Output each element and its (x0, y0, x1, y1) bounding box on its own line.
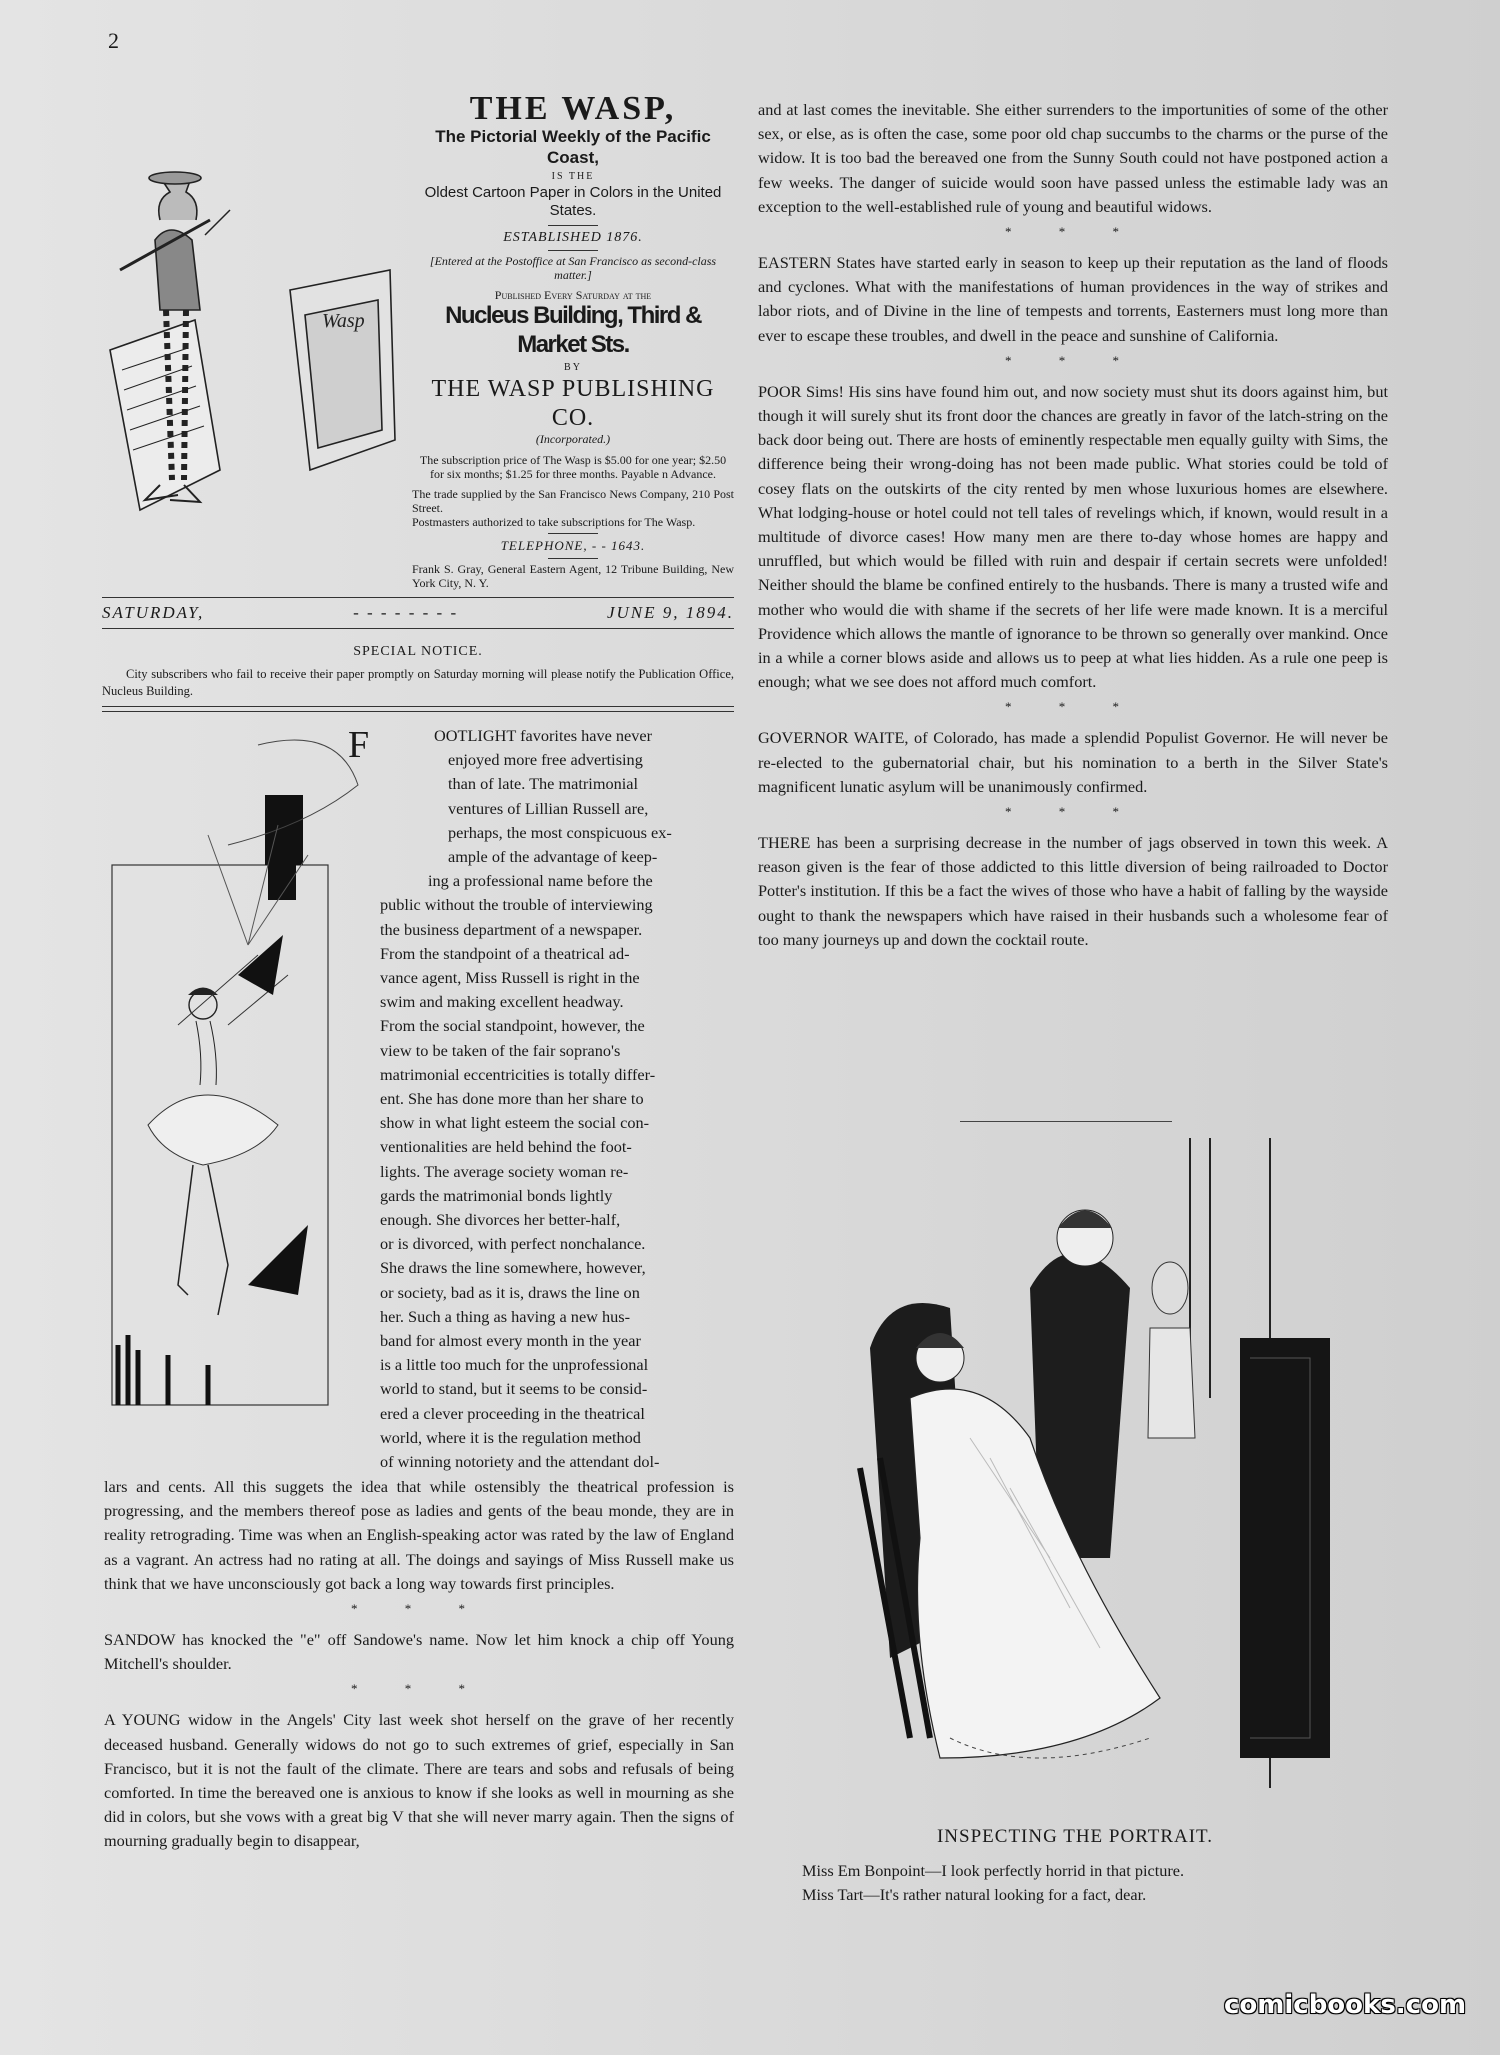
by-label: BY (564, 361, 582, 373)
footlight-end: lars and cents. All this suggets the idea that while ostensibly the theatrical profession is progressing, and the members thereof pose as ladies and gents of the beau monde, they are in reality retrograding. Time was when an English-speaking actor was rated by the law of England as a vagrant. An actress had no rating at all. The doings and sayings of Miss Russell make us think that we have unconsciously got back a long way towards first principles. (104, 1477, 734, 1593)
article-line: public without the trouble of interviewing (380, 895, 653, 915)
article-line: world, where it is the regulation method (380, 1427, 641, 1447)
cartoon-sign: Wasp (322, 310, 365, 332)
article-line: or is divorced, with perfect nonchalance. (380, 1234, 646, 1254)
sandow-paragraph: SANDOW has knocked the "e" off Sandowe's name. Now let him knock a chip off Young Mitchell's shoulder. (104, 1630, 734, 1674)
special-notice (102, 643, 734, 700)
section-stars: * * * (1005, 224, 1141, 240)
footlight-lines (380, 724, 734, 1474)
dancer-illustration (108, 725, 380, 1410)
article-line: From the social standpoint, however, the (380, 1016, 645, 1036)
caption-dialogue (802, 1859, 1402, 1907)
drop-cap: F (348, 724, 370, 766)
watermark: comicbooks.com (1224, 1990, 1467, 2020)
notice-heading: SPECIAL NOTICE. (353, 644, 483, 659)
left-column-lower (104, 1475, 734, 1854)
article-line: of winning notoriety and the attendant dol- (380, 1452, 660, 1472)
subscription-info: The subscription price of The Wasp is $5.00 for one year; $2.50 for six months; $1.25 for three months. Payable n Advance. (419, 453, 727, 482)
divider (960, 1121, 1172, 1122)
article-line: ventures of Lillian Russell are, (448, 798, 649, 818)
article-line: lights. The average society woman re- (380, 1161, 629, 1181)
waite-paragraph: GOVERNOR WAITE, of Colorado, has made a splendid Populist Governor. He will never be re-elected to the gubernatorial chair, but his nomination to a berth in the Silver State's magnificent lunatic asylum will be unanimously confirmed. (758, 728, 1388, 796)
telephone: TELEPHONE, - - 1643. (500, 538, 646, 554)
dateline-day: SATURDAY, (102, 603, 205, 622)
divider (102, 597, 734, 598)
dateline-date: JUNE 9, 1894. (606, 603, 734, 622)
widow-paragraph: A YOUNG widow in the Angels' City last week shot herself on the grave of her recently deceased husband. Generally widows do not go to such extremes of grief, especially in San Francisco, but it is not the fault of the climate. There are tears and sobs and refusals of being comforted. In time the bereaved one is anxious to know if she looks as well in mourning as she did in colors, but she vows with a great big V that she will never marry again. Then the signs of mourning gradually begin to disappear, (104, 1710, 734, 1851)
incorporated: (Incorporated.) (535, 431, 611, 446)
article-line: show in what light esteem the social con- (380, 1113, 650, 1133)
dateline (102, 603, 734, 623)
jags-paragraph: THERE has been a surprising decrease in the number of jags observed in town this week. A reason given is the fear of those addicted to this little diversion of being railroaded to Doctor Potter's institution. If this be a fact the wives of those who have a habit of falling by the wayside ought to thank the newspapers which have raised in their husbands such a wholesome fear of too many journeys up and down the cocktail route. (758, 833, 1388, 949)
paper-title: THE WASP, (469, 90, 677, 127)
illustration-caption: INSPECTING THE PORTRAIT. (936, 1826, 1214, 1847)
eastern-paragraph: EASTERN States have started early in season to keep up their reputation as the land of floods and cyclones. What with the manifestations of human providences in the way of strikes and labor riots, and of Divine in the line of tempests and torrents, Easterners must long more than ever to escape these troubles, and dwell in the peace and sunshine of California. (758, 253, 1388, 345)
article-line: the business department of a newspaper. (380, 919, 643, 939)
section-stars: * * * (351, 1601, 487, 1617)
article-line: her. Such a thing as having a new hus- (380, 1306, 631, 1326)
article-line: ing a professional name before the (428, 871, 653, 891)
portrait-illustration (830, 1138, 1340, 1788)
article-line: world to stand, but it seems to be consid- (380, 1379, 648, 1399)
dateline-dashes: - - - - - - - - (353, 603, 459, 622)
page-number: 2 (108, 28, 119, 53)
section-stars: * * * (351, 1681, 487, 1697)
postmasters-info: Postmasters authorized to take subscriptions for The Wasp. (412, 514, 696, 529)
established: ESTABLISHED 1876. (503, 230, 643, 245)
is-the: IS THE (551, 170, 595, 182)
divider (102, 628, 734, 629)
article-line: ample of the advantage of keep- (448, 847, 658, 867)
entered-notice: [Entered at the Postoffice at San Francisco as second-class matter.] (429, 254, 717, 282)
publisher: THE WASP PUBLISHING CO. (431, 375, 715, 431)
masthead-cartoon (100, 140, 398, 540)
article-line: ventionalities are held behind the foot- (380, 1137, 632, 1157)
article-line: ent. She has done more than her share to (380, 1089, 644, 1109)
section-stars: * * * (1005, 804, 1141, 820)
article-line: band for almost every month in the year (380, 1331, 641, 1351)
eastern-agent: Frank S. Gray, General Eastern Agent, 12 Tribune Building, New York City, N. Y. (412, 562, 734, 591)
paper-subtitle: The Pictorial Weekly of the Pacific Coast, (435, 127, 711, 168)
right-column (758, 98, 1388, 952)
article-line: matrimonial eccentricities is totally differ- (380, 1064, 656, 1084)
building-address: Nucleus Building, Third & Market Sts. (445, 302, 701, 359)
article-line: or society, bad as it is, draws the line on (380, 1282, 640, 1302)
notice-text: City subscribers who fail to receive their paper promptly on Saturday morning will please notify the Publication Office, Nucleus Building. (102, 666, 734, 698)
divider (102, 711, 734, 712)
widow-continued: and at last comes the inevitable. She either surrenders to the importunities of some of the other sex, or else, as is often the case, some poor old chap succumbs to the charms or the purse of the widow. It is too bad the bereaved one from the Sunny South could not have postponed action a few weeks. The danger of suicide would soon have passed unless the estimable lady was an exception to the well-established rule of young and beautiful widows. (758, 100, 1388, 216)
article-line: vance agent, Miss Russell is right in the (380, 968, 640, 988)
section-stars: * * * (1005, 699, 1141, 715)
trade-info: The trade supplied by the San Francisco News Company, 210 Post Street. (412, 486, 734, 515)
article-line: swim and making excellent headway. (380, 992, 624, 1012)
article-line: is a little too much for the unprofessional (380, 1355, 649, 1375)
article-line: OOTLIGHT favorites have never (434, 726, 653, 745)
divider (102, 706, 734, 707)
footlight-article-head (348, 724, 734, 1474)
article-line: view to be taken of the fair soprano's (380, 1040, 621, 1060)
article-line: She draws the line somewhere, however, (380, 1258, 646, 1278)
article-line: gards the matrimonial bonds lightly (380, 1185, 613, 1205)
article-line: ered a clever proceeding in the theatrical (380, 1403, 645, 1423)
sims-paragraph: POOR Sims! His sins have found him out, and now society must shut its doors against him, but though it will surely shut its front door the chances are greatly in favor of the latch-string on the back door being out. There are hosts of eminently respectable men equally guilty with Sims, the difference being their wrong-doing has not been made public. What stories could be told of cosey flats on the outskirts of the city rented by men whose luxurious homes are elsewhere. What lodging-house or hotel could not tell tales of revelings which, if known, would result in a multitude of divorce cases! How many men are there to-day whose homes are happy and unruffled, but which would be filled with ruin and despair if certain secrets were unfolded! Neither should the blame be confined entirely to the husbands. There is many a trusted wife and mother who would die with shame if the secrets of her life were made known. It is a merciful Providence which allows the mantle of ignorance to be thrown so generally over mankind. Once in a while a corner blows aside and allows us to peep at what lies hidden. As a rule one peep is enough; what we see does not afford much comfort. (758, 381, 1388, 692)
published-line: Published Every Saturday at the (494, 287, 652, 302)
article-line: enjoyed more free advertising (448, 750, 643, 770)
article-line: perhaps, the most conspicuous ex- (448, 822, 672, 842)
article-line: enough. She divorces her better-half, (380, 1210, 621, 1230)
caption-line-1: Miss Em Bonpoint—I look perfectly horrid in that picture. (802, 1861, 1185, 1880)
article-line: From the standpoint of a theatrical ad- (380, 943, 630, 963)
section-stars: * * * (1005, 352, 1141, 368)
oldest-paper: Oldest Cartoon Paper in Colors in the United States. (424, 183, 722, 220)
article-line: than of late. The matrimonial (448, 774, 639, 794)
caption-line-2: Miss Tart—It's rather natural looking for a fact, dear. (802, 1885, 1147, 1904)
masthead (412, 92, 734, 591)
